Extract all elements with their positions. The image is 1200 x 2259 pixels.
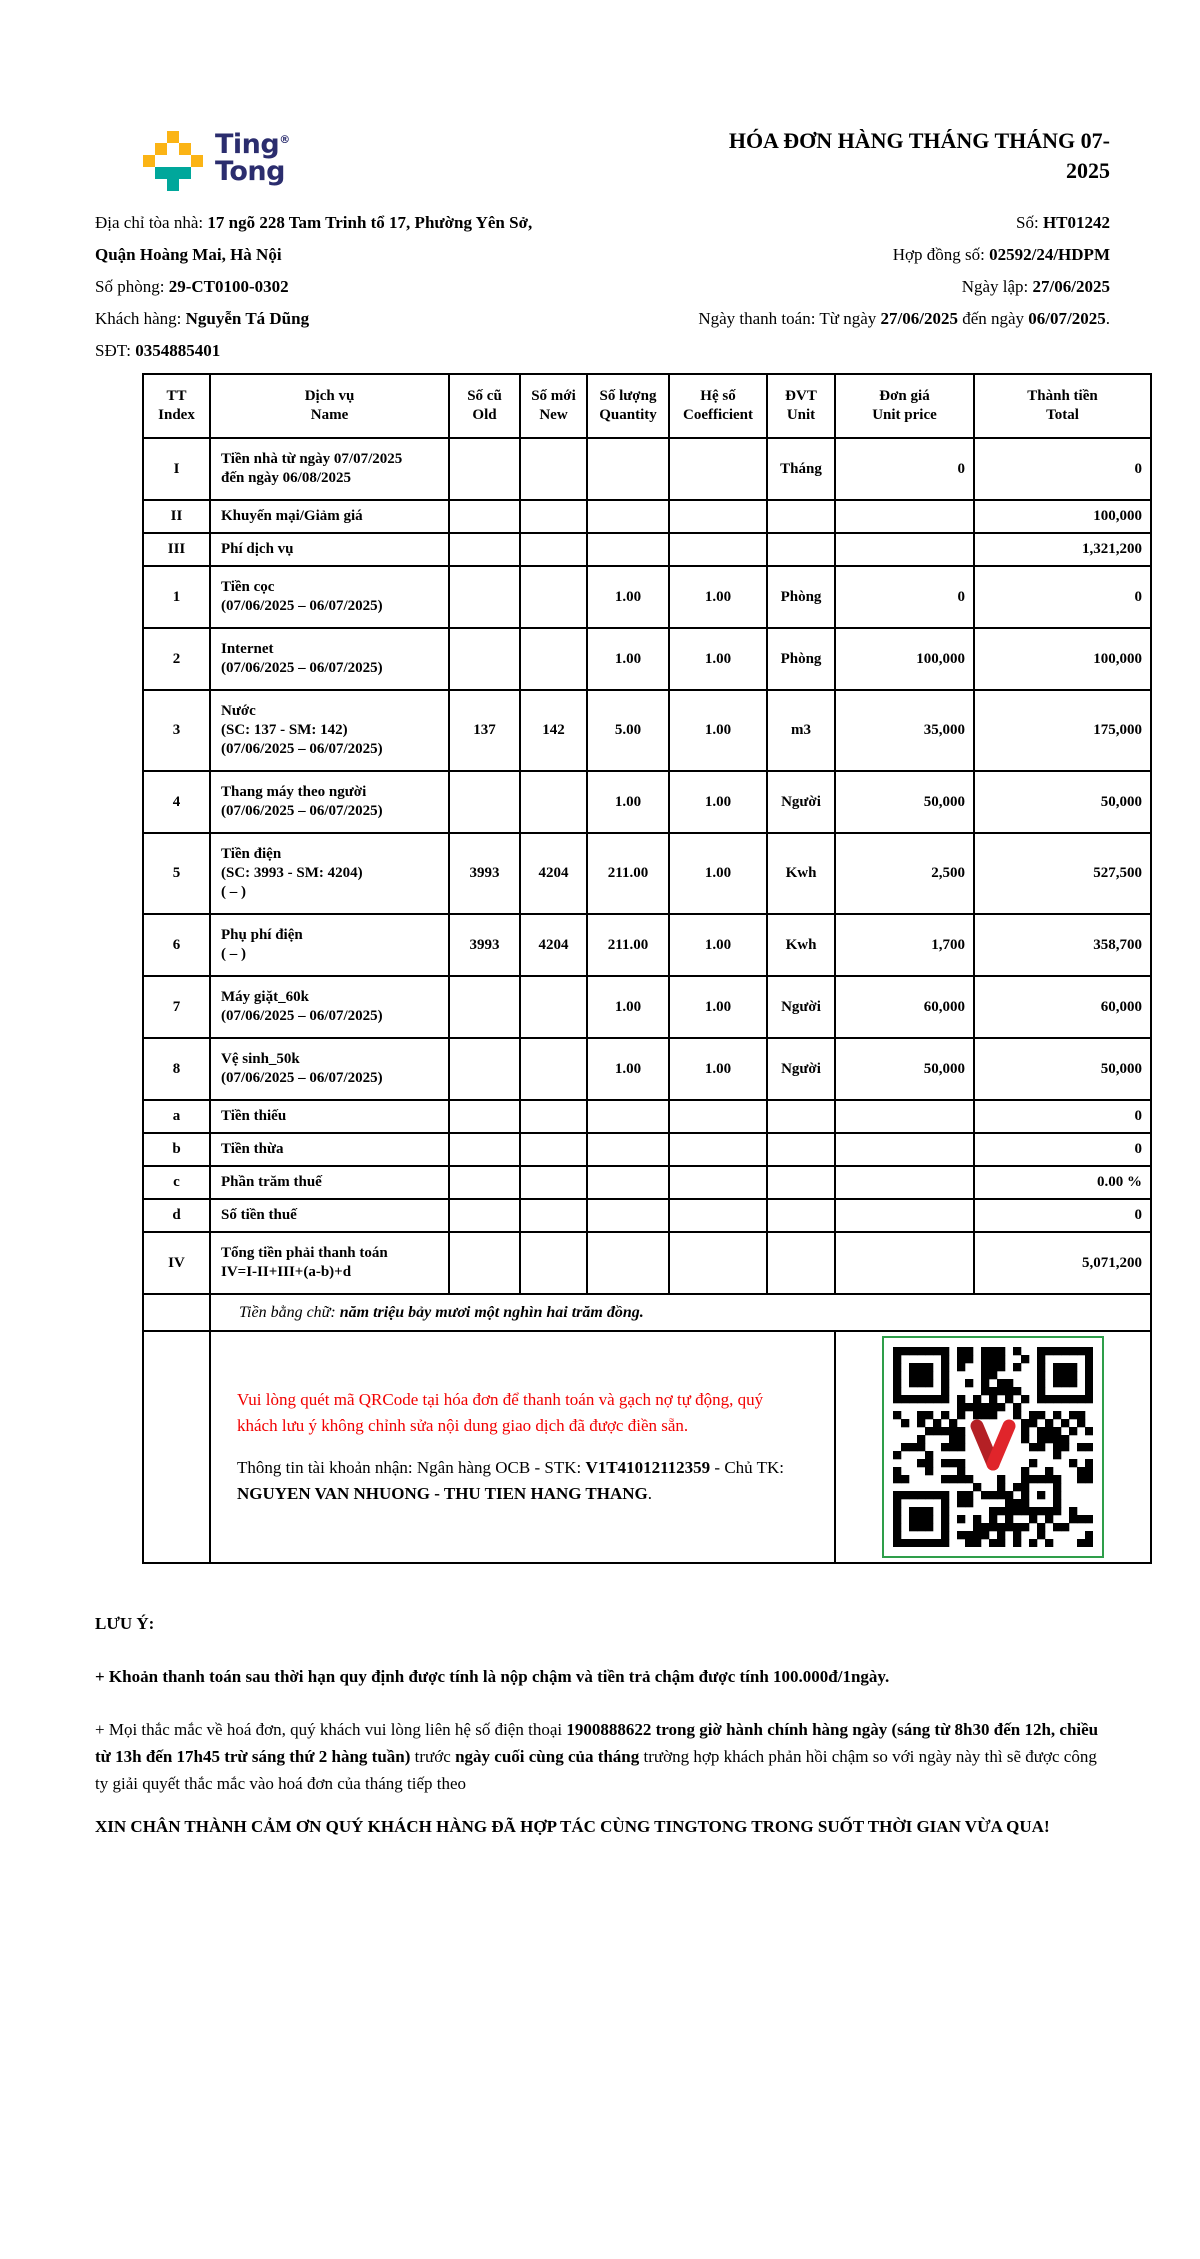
service-name-cell: Máy giặt_60k (07/06/2025 – 06/07/2025): [210, 976, 449, 1038]
table-row: [143, 771, 1151, 833]
brand-word-1: Ting: [215, 129, 280, 160]
unit-cell: [767, 1100, 835, 1133]
row-index-cell: d: [143, 1199, 210, 1232]
invoice-header: [95, 126, 1110, 191]
new-reading-cell: [520, 500, 587, 533]
total-cell: 0.00 %: [974, 1166, 1151, 1199]
notes-heading: LƯU Ý:: [95, 1614, 155, 1633]
old-reading-cell: [449, 533, 520, 566]
new-reading-cell: [520, 1166, 587, 1199]
service-name-cell: Tiền điện (SC: 3993 - SM: 4204) ( – ): [210, 833, 449, 914]
total-cell: 1,321,200: [974, 533, 1151, 566]
unit-cell: [767, 533, 835, 566]
unit-cell: Người: [767, 1038, 835, 1100]
building-address-line2: Quận Hoàng Mai, Hà Nội: [95, 245, 282, 264]
coefficient-cell: [669, 1199, 767, 1232]
quantity-cell: [587, 1133, 669, 1166]
column-header: Đơn giá Unit price: [835, 374, 974, 438]
unit-price-cell: 50,000: [835, 771, 974, 833]
old-reading-cell: [449, 1199, 520, 1232]
issue-date: Ngày lập: 27/06/2025: [961, 277, 1110, 296]
invoice-meta: [95, 207, 1110, 367]
new-reading-cell: [520, 976, 587, 1038]
total-cell: 60,000: [974, 976, 1151, 1038]
service-name-cell: Tiền cọc (07/06/2025 – 06/07/2025): [210, 566, 449, 628]
quantity-cell: 1.00: [587, 1038, 669, 1100]
total-cell: 527,500: [974, 833, 1151, 914]
unit-price-cell: [835, 500, 974, 533]
invoice-table: [142, 373, 1152, 1564]
service-name-cell: Tiền nhà từ ngày 07/07/2025 đến ngày 06/08/2025: [210, 438, 449, 500]
new-reading-cell: [520, 1232, 587, 1294]
new-reading-cell: [520, 1100, 587, 1133]
row-index-cell: II: [143, 500, 210, 533]
unit-cell: Kwh: [767, 833, 835, 914]
coefficient-cell: 1.00: [669, 690, 767, 771]
table-row: [143, 976, 1151, 1038]
table-row: [143, 833, 1151, 914]
unit-price-cell: 100,000: [835, 628, 974, 690]
row-index-cell: c: [143, 1166, 210, 1199]
column-header: Thành tiền Total: [974, 374, 1151, 438]
unit-price-cell: 1,700: [835, 914, 974, 976]
invoice-title-line2: 2025: [1066, 158, 1110, 183]
quantity-cell: [587, 1166, 669, 1199]
customer-name: Khách hàng: Nguyễn Tá Dũng: [95, 309, 310, 328]
customer-phone: SĐT: 0354885401: [95, 341, 221, 360]
invoice-number: Số: HT01242: [1016, 213, 1110, 232]
total-cell: 175,000: [974, 690, 1151, 771]
unit-cell: Kwh: [767, 914, 835, 976]
total-cell: 100,000: [974, 628, 1151, 690]
invoice-title-line1: HÓA ĐƠN HÀNG THÁNG THÁNG 07-: [728, 128, 1110, 153]
coefficient-cell: [669, 533, 767, 566]
tingtong-logo-text: [215, 126, 290, 185]
table-row: [143, 1199, 1151, 1232]
new-reading-cell: [520, 1038, 587, 1100]
room-number: Số phòng: 29-CT0100-0302: [95, 277, 289, 296]
coefficient-cell: 1.00: [669, 566, 767, 628]
amount-in-words-row: [143, 1294, 1151, 1331]
coefficient-cell: 1.00: [669, 628, 767, 690]
quantity-cell: [587, 438, 669, 500]
column-header: TT Index: [143, 374, 210, 438]
old-reading-cell: 3993: [449, 833, 520, 914]
quantity-cell: [587, 1199, 669, 1232]
row-index-cell: 5: [143, 833, 210, 914]
service-name-cell: Khuyến mại/Giảm giá: [210, 500, 449, 533]
coefficient-cell: 1.00: [669, 976, 767, 1038]
new-reading-cell: [520, 438, 587, 500]
unit-price-cell: [835, 1133, 974, 1166]
column-header: Số cũ Old: [449, 374, 520, 438]
quantity-cell: 1.00: [587, 976, 669, 1038]
total-cell: 100,000: [974, 500, 1151, 533]
invoice-meta-right: [670, 207, 1110, 367]
new-reading-cell: 4204: [520, 914, 587, 976]
service-name-cell: Phần trăm thuế: [210, 1166, 449, 1199]
unit-cell: Người: [767, 771, 835, 833]
old-reading-cell: [449, 1133, 520, 1166]
qr-frame: [882, 1336, 1104, 1558]
empty-cell: [143, 1294, 210, 1331]
new-reading-cell: [520, 1133, 587, 1166]
old-reading-cell: [449, 1232, 520, 1294]
service-name-cell: Nước (SC: 137 - SM: 142) (07/06/2025 – 06/07/2025): [210, 690, 449, 771]
unit-price-cell: [835, 533, 974, 566]
invoice-table-body: [143, 438, 1151, 1294]
table-row: [143, 566, 1151, 628]
thanks-note: XIN CHÂN THÀNH CẢM ƠN QUÝ KHÁCH HÀNG ĐÃ HỢP TÁC CÙNG TINGTONG TRONG SUỐT THỜI GIAN VỪA QUA!: [95, 1817, 1050, 1836]
unit-price-cell: 50,000: [835, 1038, 974, 1100]
brand-word-2: Tong: [215, 156, 285, 187]
unit-cell: Người: [767, 976, 835, 1038]
old-reading-cell: [449, 566, 520, 628]
column-header: Hệ số Coefficient: [669, 374, 767, 438]
old-reading-cell: [449, 628, 520, 690]
old-reading-cell: [449, 1166, 520, 1199]
table-row: [143, 438, 1151, 500]
coefficient-cell: [669, 1232, 767, 1294]
unit-price-cell: [835, 1232, 974, 1294]
row-index-cell: b: [143, 1133, 210, 1166]
row-index-cell: 1: [143, 566, 210, 628]
total-cell: 50,000: [974, 1038, 1151, 1100]
old-reading-cell: [449, 438, 520, 500]
unit-price-cell: [835, 1199, 974, 1232]
table-row: [143, 1166, 1151, 1199]
old-reading-cell: [449, 500, 520, 533]
tingtong-logo: [143, 126, 290, 191]
service-name-cell: Tiền thiếu: [210, 1100, 449, 1133]
service-name-cell: Thang máy theo người (07/06/2025 – 06/07/2025): [210, 771, 449, 833]
new-reading-cell: 142: [520, 690, 587, 771]
row-index-cell: 2: [143, 628, 210, 690]
column-header: Dịch vụ Name: [210, 374, 449, 438]
unit-price-cell: 0: [835, 438, 974, 500]
service-name-cell: Internet (07/06/2025 – 06/07/2025): [210, 628, 449, 690]
coefficient-cell: [669, 1166, 767, 1199]
quantity-cell: 5.00: [587, 690, 669, 771]
quantity-cell: [587, 500, 669, 533]
invoice-table-head-row: [143, 374, 1151, 438]
service-name-cell: Tổng tiền phải thanh toán IV=I-II+III+(a-b)+d: [210, 1232, 449, 1294]
new-reading-cell: [520, 1199, 587, 1232]
service-name-cell: Phí dịch vụ: [210, 533, 449, 566]
unit-price-cell: [835, 1100, 974, 1133]
old-reading-cell: [449, 1038, 520, 1100]
total-cell: 0: [974, 1100, 1151, 1133]
row-index-cell: 4: [143, 771, 210, 833]
unit-cell: [767, 500, 835, 533]
total-cell: 5,071,200: [974, 1232, 1151, 1294]
table-row: [143, 500, 1151, 533]
contract-number: Hợp đồng số: 02592/24/HDPM: [892, 245, 1110, 264]
column-header: ĐVT Unit: [767, 374, 835, 438]
table-row: [143, 1100, 1151, 1133]
quantity-cell: 1.00: [587, 566, 669, 628]
coefficient-cell: 1.00: [669, 1038, 767, 1100]
row-index-cell: 7: [143, 976, 210, 1038]
table-row: [143, 1133, 1151, 1166]
service-name-cell: Tiền thừa: [210, 1133, 449, 1166]
old-reading-cell: [449, 976, 520, 1038]
table-row: [143, 533, 1151, 566]
table-row: [143, 690, 1151, 771]
amount-in-words: Tiền bằng chữ: năm triệu bảy mươi một nghìn hai trăm đồng.: [210, 1294, 1151, 1331]
unit-cell: m3: [767, 690, 835, 771]
unit-cell: Phòng: [767, 566, 835, 628]
invoice-notes: [95, 1610, 1110, 1840]
total-cell: 0: [974, 438, 1151, 500]
old-reading-cell: 3993: [449, 914, 520, 976]
coefficient-cell: [669, 438, 767, 500]
unit-cell: [767, 1232, 835, 1294]
late-payment-note: + Khoản thanh toán sau thời hạn quy định được tính là nộp chậm và tiền trả chậm được tính 100.000đ/1ngày.: [95, 1667, 890, 1686]
invoice-table-extra: [143, 1294, 1151, 1563]
row-index-cell: a: [143, 1100, 210, 1133]
quantity-cell: 211.00: [587, 914, 669, 976]
total-cell: 358,700: [974, 914, 1151, 976]
quantity-cell: [587, 1232, 669, 1294]
total-cell: 0: [974, 566, 1151, 628]
new-reading-cell: [520, 533, 587, 566]
column-header: Số lượng Quantity: [587, 374, 669, 438]
table-row: [143, 628, 1151, 690]
new-reading-cell: 4204: [520, 833, 587, 914]
coefficient-cell: 1.00: [669, 833, 767, 914]
qr-cell: [835, 1331, 1151, 1563]
table-row: [143, 1232, 1151, 1294]
service-name-cell: Số tiền thuế: [210, 1199, 449, 1232]
coefficient-cell: [669, 500, 767, 533]
invoice-title: [729, 126, 1110, 186]
new-reading-cell: [520, 628, 587, 690]
quantity-cell: 1.00: [587, 628, 669, 690]
qr-payment-row: [143, 1331, 1151, 1563]
qr-instruction: Vui lòng quét mã QRCode tại hóa đơn để thanh toán và gạch nợ tự động, quý khách lưu ý không chỉnh sửa nội dung giao dịch đã được điền sẵn.: [237, 1390, 764, 1435]
row-index-cell: 6: [143, 914, 210, 976]
total-cell: 50,000: [974, 771, 1151, 833]
unit-cell: Tháng: [767, 438, 835, 500]
unit-price-cell: [835, 1166, 974, 1199]
building-address-line1: Địa chỉ tòa nhà: 17 ngõ 228 Tam Trinh tổ 17, Phường Yên Sở,: [95, 213, 533, 232]
service-name-cell: Vệ sinh_50k (07/06/2025 – 06/07/2025): [210, 1038, 449, 1100]
coefficient-cell: 1.00: [669, 914, 767, 976]
new-reading-cell: [520, 566, 587, 628]
hotline-note: + Mọi thắc mắc về hoá đơn, quý khách vui lòng liên hệ số điện thoại 1900888622 trong giờ hành chính hàng ngày (sáng từ 8h30 đến 12h, chiều từ 13h đến 17h45 trừ sáng thứ 2 hàng tuần) trước ngày cuối cùng của tháng trường hợp khách phản hồi chậm so với ngày này thì sẽ được công ty giải quyết thắc mắc vào hoá đơn của tháng tiếp theo: [95, 1720, 1099, 1793]
old-reading-cell: [449, 1100, 520, 1133]
qr-code: [893, 1347, 1093, 1547]
old-reading-cell: 137: [449, 690, 520, 771]
account-info: Thông tin tài khoản nhận: Ngân hàng OCB - STK: V1T41012112359 - Chủ TK: NGUYEN VAN NHUONG - THU TIEN HANG THANG.: [237, 1458, 784, 1503]
unit-price-cell: 0: [835, 566, 974, 628]
column-header: Số mới New: [520, 374, 587, 438]
invoice-meta-left: [95, 207, 670, 367]
table-row: [143, 914, 1151, 976]
tingtong-logo-icon: [143, 131, 203, 191]
row-index-cell: IV: [143, 1232, 210, 1294]
table-row: [143, 1038, 1151, 1100]
payment-period: Ngày thanh toán: Từ ngày 27/06/2025 đến ngày 06/07/2025.: [698, 309, 1110, 328]
unit-cell: [767, 1133, 835, 1166]
total-cell: 0: [974, 1133, 1151, 1166]
coefficient-cell: 1.00: [669, 771, 767, 833]
unit-price-cell: 35,000: [835, 690, 974, 771]
registered-trademark: ®: [279, 133, 290, 146]
old-reading-cell: [449, 771, 520, 833]
total-cell: 0: [974, 1199, 1151, 1232]
unit-cell: [767, 1166, 835, 1199]
quantity-cell: [587, 1100, 669, 1133]
service-name-cell: Phụ phí điện ( – ): [210, 914, 449, 976]
row-index-cell: III: [143, 533, 210, 566]
unit-price-cell: 2,500: [835, 833, 974, 914]
quantity-cell: [587, 533, 669, 566]
quantity-cell: 211.00: [587, 833, 669, 914]
row-index-cell: I: [143, 438, 210, 500]
row-index-cell: 8: [143, 1038, 210, 1100]
qr-text-cell: [210, 1331, 835, 1563]
unit-cell: [767, 1199, 835, 1232]
coefficient-cell: [669, 1133, 767, 1166]
row-index-cell: 3: [143, 690, 210, 771]
quantity-cell: 1.00: [587, 771, 669, 833]
new-reading-cell: [520, 771, 587, 833]
unit-price-cell: 60,000: [835, 976, 974, 1038]
unit-cell: Phòng: [767, 628, 835, 690]
empty-cell: [143, 1331, 210, 1563]
coefficient-cell: [669, 1100, 767, 1133]
